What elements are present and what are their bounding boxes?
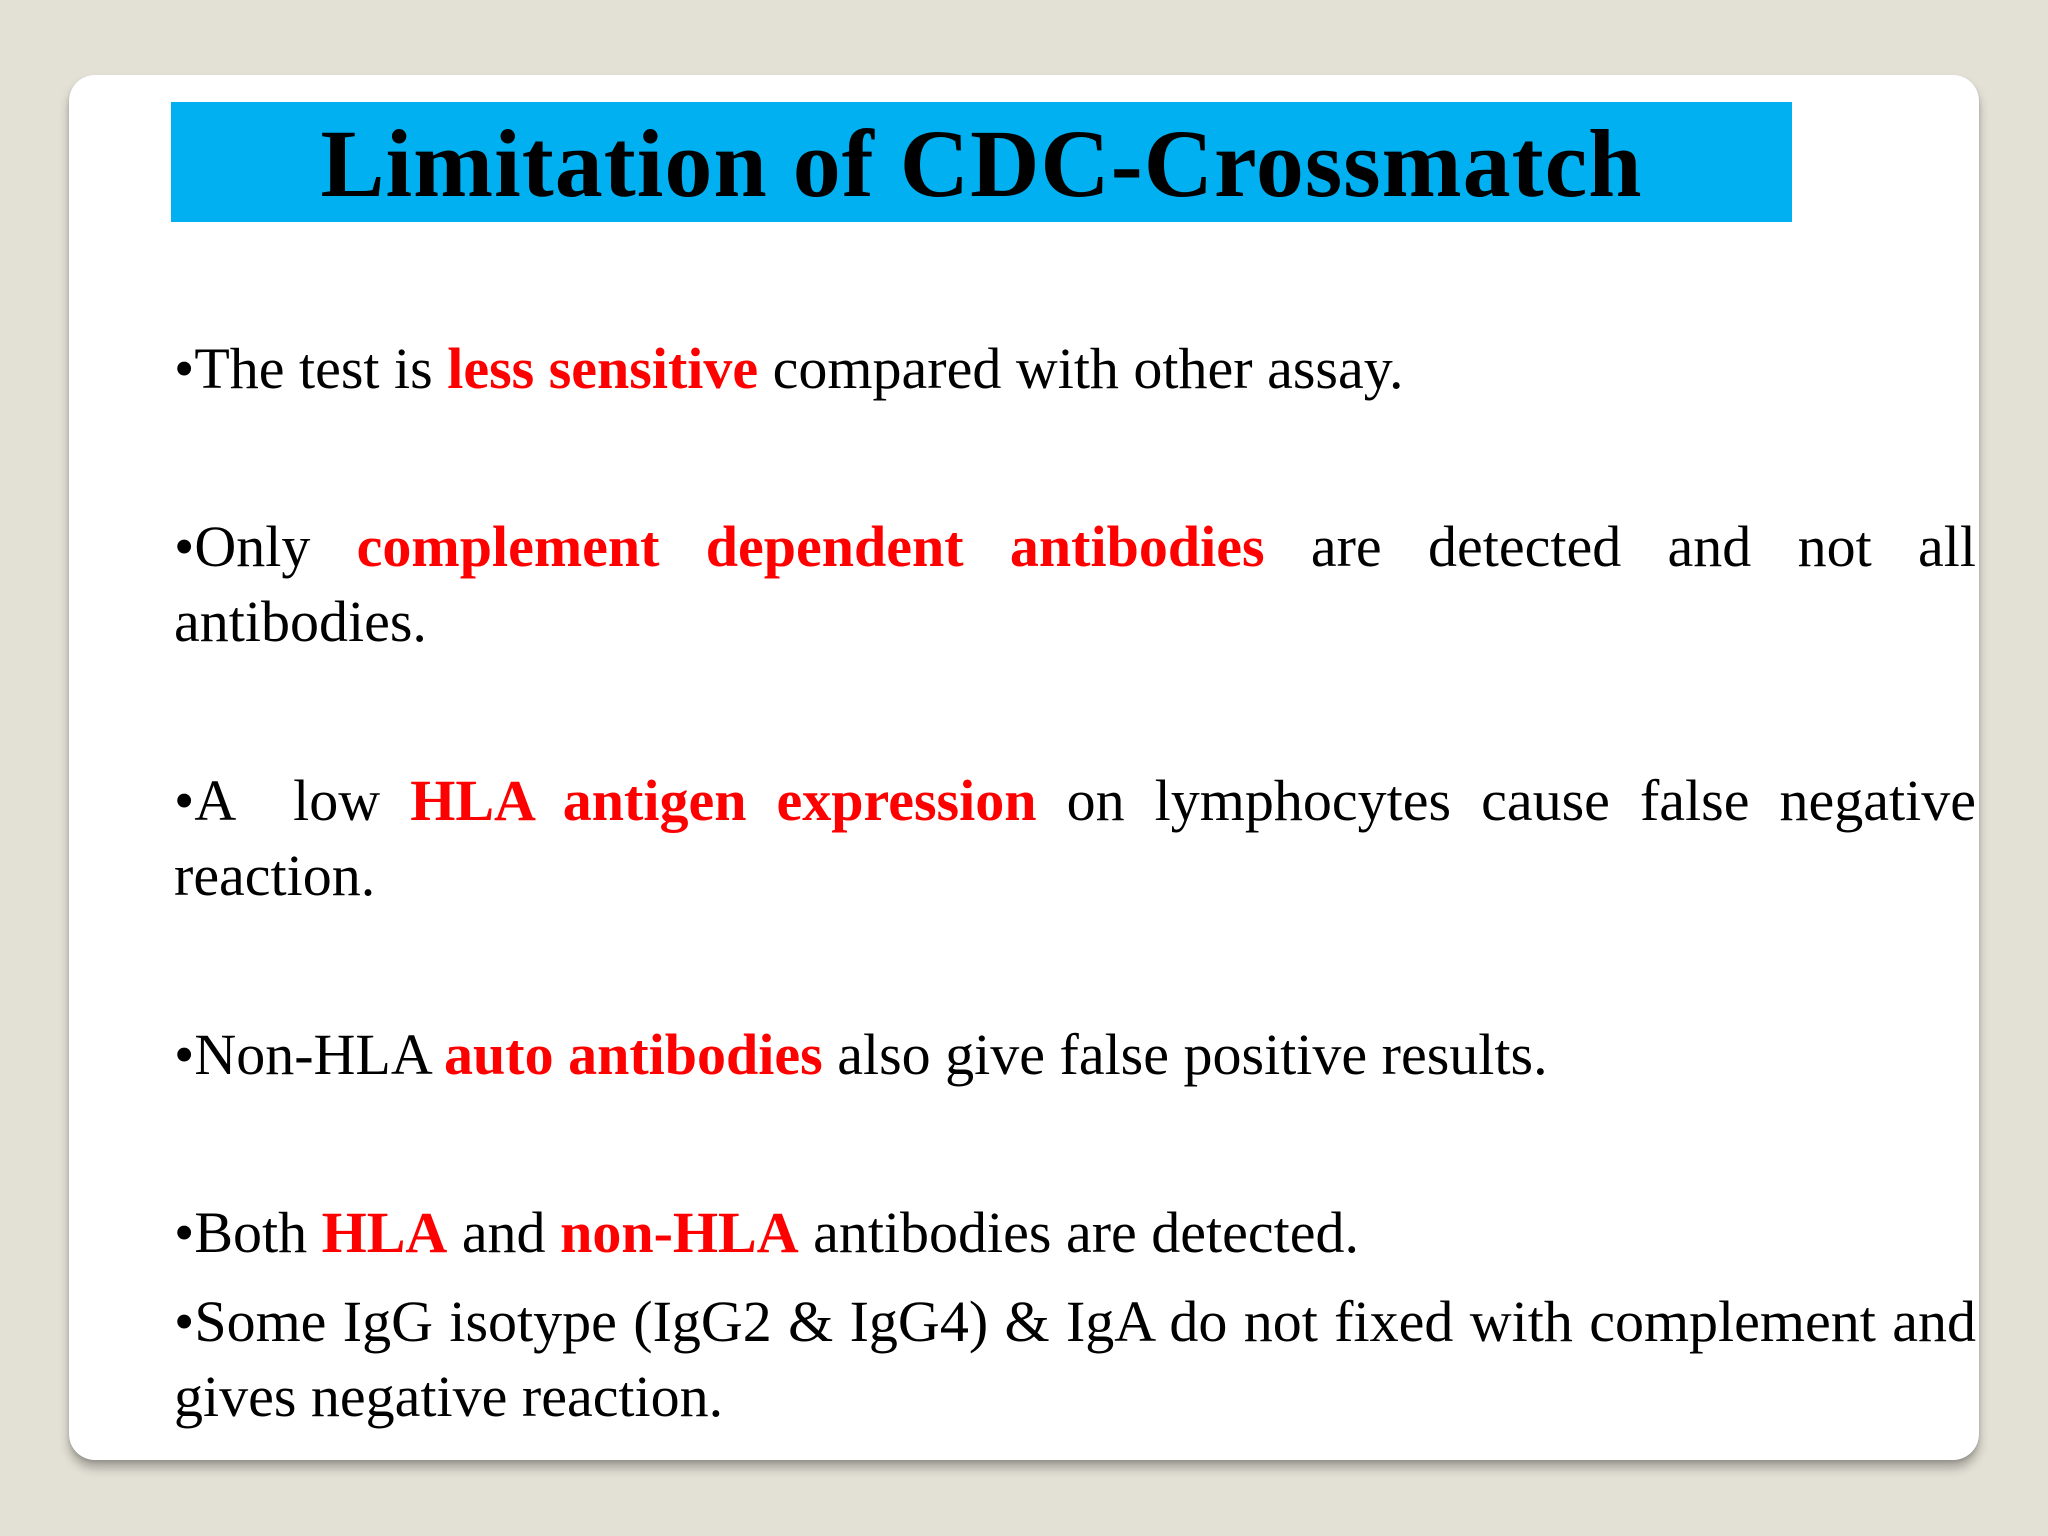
bullet-dot: • bbox=[174, 514, 195, 579]
bullet-dot: • bbox=[174, 336, 195, 401]
bullet-dot: • bbox=[174, 768, 195, 833]
bullet-dot: • bbox=[174, 1200, 195, 1265]
bullet-hla-antigen-expression bbox=[174, 763, 1976, 913]
bullet-dot: • bbox=[174, 1022, 195, 1087]
bullet-text: Only bbox=[194, 514, 357, 579]
bullet-text: A low bbox=[194, 768, 411, 833]
bullet-highlight: HLA bbox=[321, 1200, 448, 1265]
bullet-text: compared with other assay. bbox=[758, 336, 1404, 401]
bullet-text: and bbox=[447, 1200, 561, 1265]
bullet-igg-isotype bbox=[174, 1284, 1976, 1434]
bullet-text: Some IgG isotype (IgG2 & IgG4) & IgA do not fixed with complement and gives negative reaction. bbox=[174, 1289, 1976, 1429]
bullet-text: Both bbox=[194, 1200, 322, 1265]
bullet-complement-dependent bbox=[174, 509, 1976, 659]
bullet-text: The test is bbox=[194, 336, 448, 401]
bullet-text: antibodies are detected. bbox=[798, 1200, 1359, 1265]
bullet-highlight: HLA antigen expression bbox=[410, 768, 1037, 833]
bullet-text: Non-HLA bbox=[194, 1022, 445, 1087]
bullet-auto-antibodies bbox=[174, 1017, 1976, 1092]
bullet-highlight: non-HLA bbox=[560, 1200, 799, 1265]
bullet-text: are detected and not all antibodies. bbox=[174, 514, 1976, 654]
bullet-text: also give false positive results. bbox=[822, 1022, 1548, 1087]
bullet-hla-non-hla bbox=[174, 1195, 1976, 1270]
slide-title: Limitation of CDC-Crossmatch bbox=[320, 110, 1643, 217]
bullet-highlight: complement dependent antibodies bbox=[356, 514, 1265, 579]
bullet-highlight: auto antibodies bbox=[444, 1022, 823, 1087]
bullet-less-sensitive bbox=[174, 331, 1976, 406]
bullet-text: on lymphocytes cause false negative reaction. bbox=[174, 768, 1977, 908]
bullet-highlight: less sensitive bbox=[447, 336, 759, 401]
bullet-dot: • bbox=[174, 1289, 195, 1354]
title-bar bbox=[171, 102, 1792, 222]
